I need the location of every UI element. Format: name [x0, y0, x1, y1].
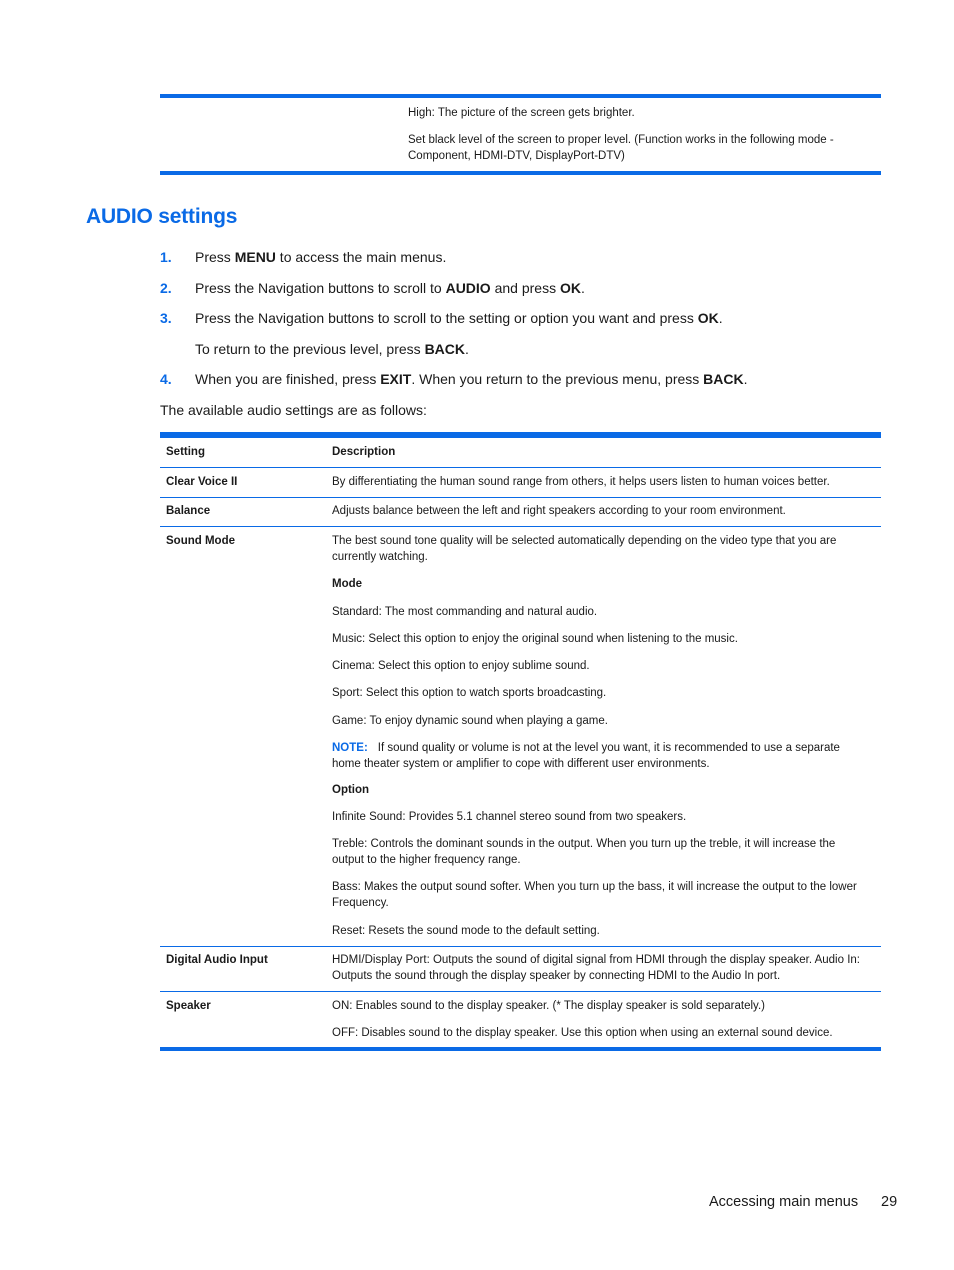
row-divider	[160, 467, 881, 468]
top-table-line-1: High: The picture of the screen gets brighter.	[408, 107, 635, 119]
header-setting: Setting	[166, 446, 205, 458]
top-table-bottom-rule	[160, 171, 881, 175]
mode-cinema: Cinema: Select this option to enjoy sublime sound.	[332, 660, 590, 672]
note-text: If sound quality or volume is not at the level you want, it is recommended to use a separate home theater system or amplifier to cope with different user environments.	[332, 742, 840, 770]
key-ok: OK	[559, 280, 581, 296]
section-title: AUDIO settings	[86, 205, 238, 228]
page-number: 29	[881, 1194, 898, 1210]
desc-clear-voice: By differentiating the human sound range from others, it helps users listen to human voices better.	[332, 476, 830, 488]
speaker-off: OFF: Disables sound to the display speaker. Use this option when using an external sound device.	[332, 1027, 833, 1039]
option-bass: Bass: Makes the output sound softer. When you turn up the bass, it will increase the output to the lower Frequency.	[332, 881, 857, 909]
audio-settings-table	[160, 432, 881, 1052]
option-reset: Reset: Resets the sound mode to the default setting.	[332, 925, 600, 937]
row-divider	[160, 991, 881, 992]
mode-game: Game: To enjoy dynamic sound when playing a game.	[332, 715, 608, 727]
mode-heading: Mode	[332, 578, 363, 590]
mode-music: Music: Select this option to enjoy the original sound when listening to the music.	[332, 633, 738, 645]
key-back: BACK	[703, 371, 744, 387]
speaker-on: ON: Enables sound to the display speaker. (* The display speaker is sold separately.)	[332, 1000, 765, 1012]
step-number: 4.	[160, 371, 172, 387]
setting-balance: Balance	[166, 505, 211, 517]
table-top-rule	[160, 432, 881, 438]
header-description: Description	[332, 446, 396, 458]
note-label: NOTE:	[332, 742, 368, 754]
mode-sport: Sport: Select this option to watch sports broadcasting.	[332, 687, 607, 699]
option-heading: Option	[332, 784, 370, 796]
key-back: BACK	[424, 341, 466, 357]
step-number: 2.	[160, 280, 172, 296]
return-note: To return to the previous level, press BACK.	[195, 341, 469, 357]
desc-balance: Adjusts balance between the left and right speakers according to your room environment.	[332, 505, 786, 517]
step-number: 3.	[160, 310, 172, 326]
row-divider	[160, 946, 881, 947]
setting-clear-voice: Clear Voice II	[166, 476, 238, 488]
setting-sound-mode: Sound Mode	[166, 535, 235, 547]
setting-digital-audio-input: Digital Audio Input	[166, 954, 268, 966]
key-ok: OK	[697, 310, 719, 326]
note	[332, 740, 867, 772]
desc-sound-mode: The best sound tone quality will be selected automatically depending on the video type that you are currently watching.	[332, 535, 837, 563]
row-divider	[160, 526, 881, 527]
key-menu: MENU	[234, 249, 276, 265]
option-treble: Treble: Controls the dominant sounds in the output. When you turn up the treble, it will increase the output to the higher frequency range.	[332, 838, 836, 866]
option-infinite-sound: Infinite Sound: Provides 5.1 channel stereo sound from two speakers.	[332, 811, 687, 823]
step-number: 1.	[160, 249, 172, 265]
top-table-rule	[160, 94, 881, 98]
mode-standard: Standard: The most commanding and natural audio.	[332, 606, 598, 618]
key-audio: AUDIO	[445, 280, 491, 296]
setting-speaker: Speaker	[166, 1000, 211, 1012]
desc-digital-audio-input: HDMI/Display Port: Outputs the sound of digital signal from HDMI through the display speaker. Audio In: Outputs the sound through the display speaker by connecting HDMI to the Audio In port.	[332, 954, 860, 982]
top-table-line-2: Set black level of the screen to proper level. (Function works in the following mode - Component, HDMI-DTV, DisplayPort-DTV)	[408, 134, 834, 162]
footer-section: Accessing main menus	[709, 1194, 859, 1210]
intro-text: The available audio settings are as follows:	[160, 402, 427, 418]
table-bottom-rule	[160, 1047, 881, 1051]
row-divider	[160, 497, 881, 498]
key-exit: EXIT	[380, 371, 412, 387]
